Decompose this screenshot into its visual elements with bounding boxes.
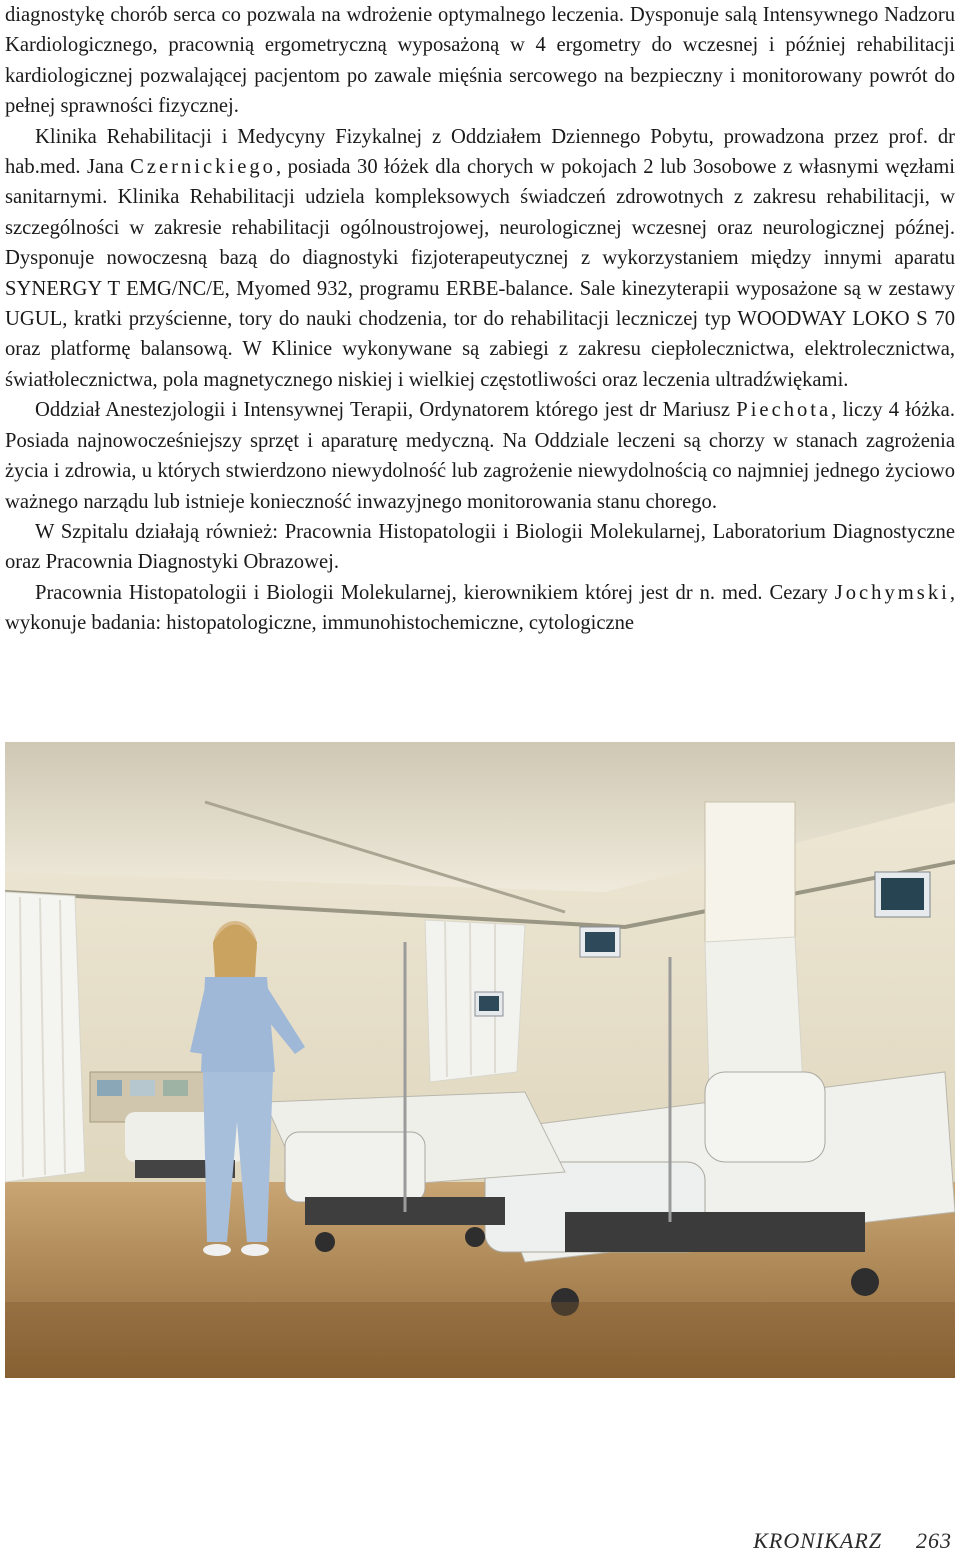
paragraph-anesthesiology	[5, 395, 955, 517]
icu-photo	[5, 742, 955, 1378]
curtain-left	[5, 892, 85, 1182]
paragraph-rehabilitation-start: Klinika Rehabilitacji i Medycyny Fizykalnej z Oddziałem Dziennego Pobytu, prowadzona przez prof. dr hab.med. Jana	[5, 125, 955, 179]
wall-panel	[705, 802, 795, 942]
paragraph-histopathology-end: , wykonuje badania: histopatologiczne, immunohistochemiczne, cytologiczne	[5, 581, 955, 635]
monitor-3-screen	[881, 878, 924, 910]
paragraph-cardiology: diagnostykę chorób serca co pozwala na wdrożenie optymalnego leczenia. Dysponuje salą Intensywnego Nadzoru Kardiologicznego, pracownią ergometryczną wyposażoną w 4 ergometry do wczesnej i później rehabilitacji kardiologicznej pozwalającej pacjentom po zawale mięśnia sercowego na bezpieczny i monitorowany powrót do pełnej sprawności fizycznej.	[5, 4, 955, 118]
supply-box	[97, 1080, 122, 1096]
page-number: 263	[916, 1528, 952, 1553]
icu-photo-illustration	[5, 742, 955, 1378]
page-footer	[753, 1528, 952, 1554]
paragraph-rehabilitation	[5, 122, 955, 396]
paragraph-anesthesiology-start: Oddział Anestezjologii i Intensywnej Terapii, Ordynatorem którego jest dr Mariusz	[35, 399, 737, 422]
monitor-1-screen	[585, 932, 615, 952]
name-czernicki: Czernickiego	[130, 156, 276, 179]
name-piechota: Piechota	[736, 399, 832, 422]
paragraph-rehabilitation-end: , posiada 30 łóżek dla chorych w pokojach 2 lub 3osobowe z własnymi węzłami sanitarnymi. Klinika Rehabilitacji udziela kompleksowych świadczeń zdrowotnych z zakresu rehabilitacji, w szczególności w zakresie rehabilitacji ogólnoustrojowej, neurologicznej wczesnej oraz neurologicznej późnej. Dysponuje nowoczesną bazą do diagnostyki fizjoterapeutycznej z wykorzystaniem między innymi aparatu SYNERGY T EMG/NC/E, Myomed 932, programu ERBE-balance. Sale kinezyterapii wyposażone są w zestawy UGUL, kratki przyścienne, tory do nauki chodzenia, tor do rehabilitacji leczniczej typ WOODWAY LOKO S 70 oraz platformę balansową. W Klinice wykonywane są zabiegi z zakresu ciepłolecznictwa, elektrolecznictwa, światłolecznictwa, pola magnetycznego niskiej i wielkiej częstotliwości oraz leczenia ultradźwiękami.	[5, 156, 955, 391]
name-jochymski: Jochymski	[834, 581, 950, 604]
paragraph-histopathology-start: Pracownia Histopatologii i Biologii Molekularnej, kierownikiem której jest dr n. med. Cezary	[35, 581, 835, 604]
paragraph-labs: W Szpitalu działają również: Pracownia Histopatologii i Biologii Molekularnej, Laboratorium Diagnostyczne oraz Pracownia Diagnostyki Obrazowej.	[5, 520, 955, 574]
monitor-2-screen	[479, 996, 499, 1011]
footer-title: KRONIKARZ	[753, 1528, 882, 1553]
paragraph-histopathology	[5, 578, 955, 639]
article-text	[5, 0, 955, 639]
paragraph-anesthesiology-end: , liczy 4 łóżka. Posiada najnowocześniejszy sprzęt i aparaturę medyczną. Na Oddziale leczeni są chorzy w stanach zagrożenia życia i zdrowia, u których stwierdzono niewydolność lub zagrożenie niewydolnością co najmniej jednego życiowo ważnego narządu lub istnieje konieczność inwazyjnego monitorowania stanu chorego.	[5, 399, 955, 513]
supply-box	[163, 1080, 188, 1096]
floor-shadow	[5, 1302, 955, 1378]
supply-box	[130, 1080, 155, 1096]
